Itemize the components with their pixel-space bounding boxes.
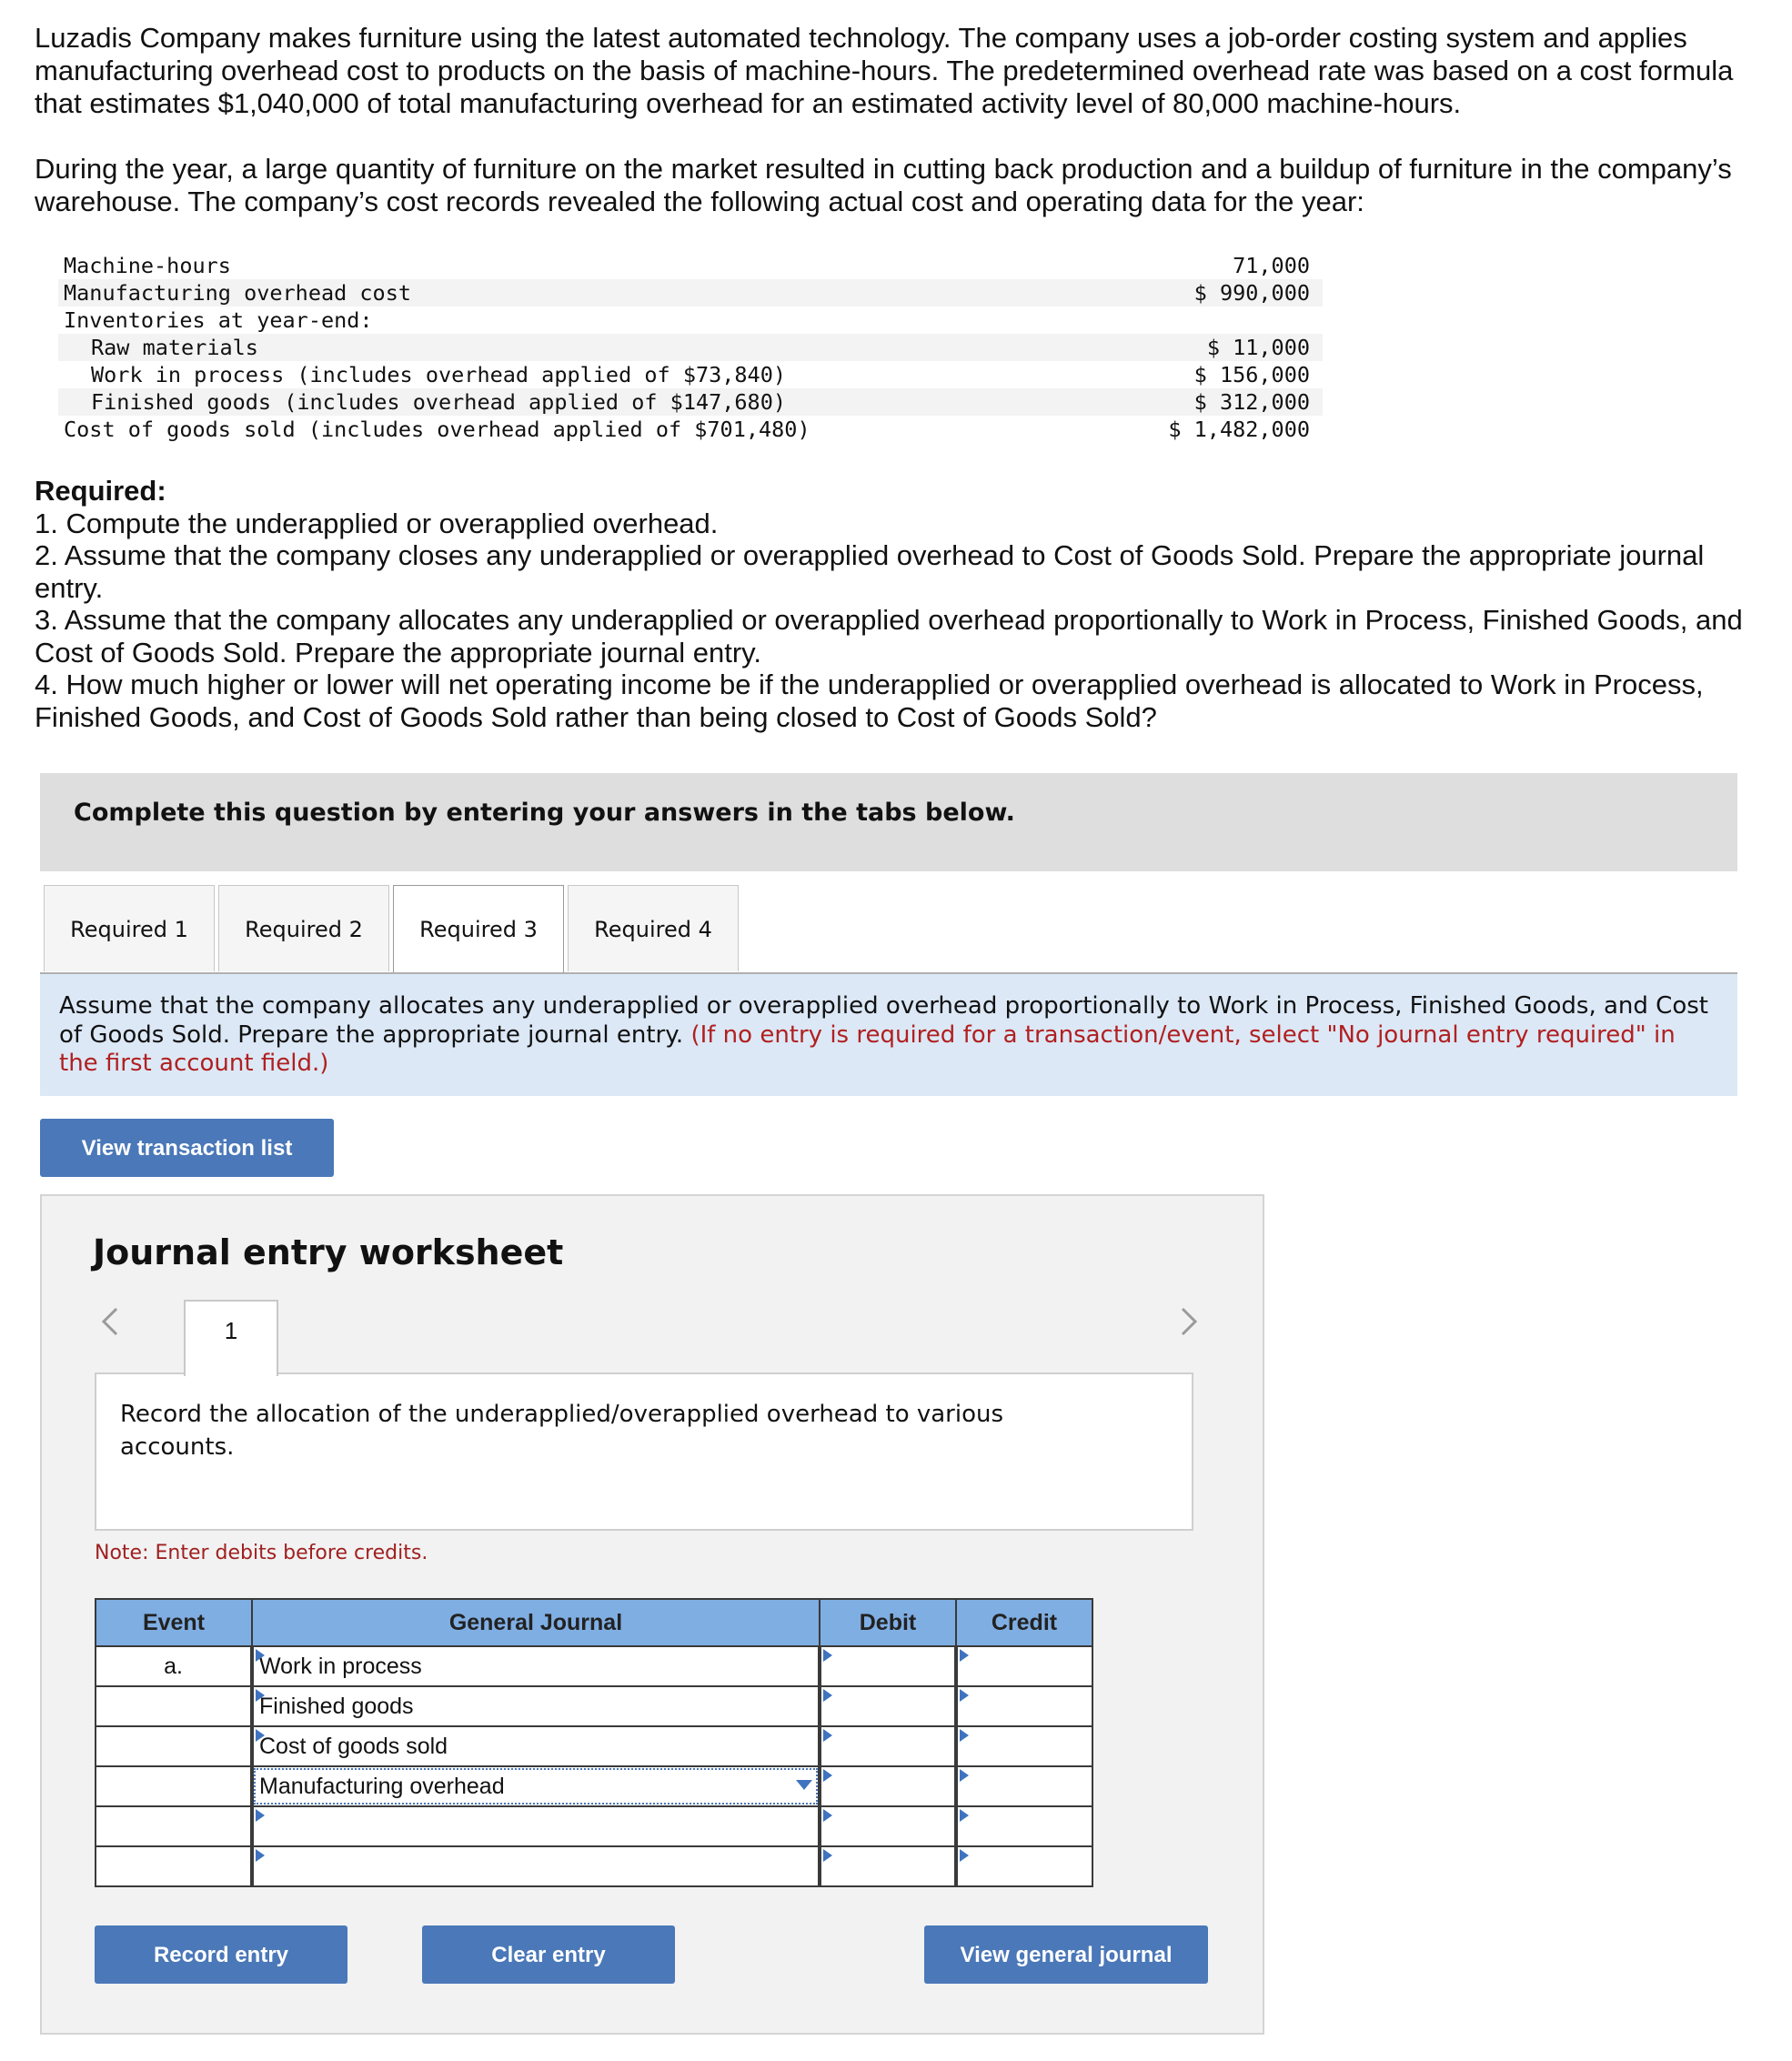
column-header-debit: Debit xyxy=(820,1599,956,1646)
required-section xyxy=(35,475,1763,733)
dropdown-marker-icon xyxy=(256,1809,265,1822)
required-item: 3. Assume that the company allocates any underapplied or overapplied overhead proportionally to Work in Process, Finished Goods, and Cost of Goods Sold. Prepare the appropriate journal entry. xyxy=(35,604,1743,669)
input-marker-icon xyxy=(823,1729,832,1742)
input-marker-icon xyxy=(823,1689,832,1702)
dropdown-arrow-icon[interactable] xyxy=(796,1780,812,1790)
tab-required-3[interactable]: Required 3 xyxy=(393,885,564,973)
account-field[interactable] xyxy=(252,1806,820,1846)
instruction-bar xyxy=(40,773,1737,871)
column-header-general-journal: General Journal xyxy=(252,1599,820,1646)
tab-required-1[interactable]: Required 1 xyxy=(44,885,215,971)
account-field[interactable]: Work in process xyxy=(252,1646,820,1686)
credit-input[interactable] xyxy=(956,1766,1092,1806)
event-cell xyxy=(96,1766,252,1806)
general-journal-table xyxy=(95,1598,1093,1887)
dropdown-marker-icon xyxy=(256,1849,265,1862)
input-marker-icon xyxy=(960,1729,969,1742)
instruction-hint: (If no entry is required for a transaction/event, select "No journal entry required" in the first account field.) xyxy=(59,1020,1676,1077)
instruction-panel xyxy=(40,974,1737,1096)
input-marker-icon xyxy=(960,1689,969,1702)
chevron-right-icon[interactable] xyxy=(1170,1303,1206,1340)
instruction-main-text: Assume that the company allocates any underapplied or overapplied overhead proportionally to Work in Process, Finished Goods, and Cost of Goods Sold. Prepare the appropriate journal entry. xyxy=(59,992,1708,1049)
clear-entry-button[interactable]: Clear entry xyxy=(422,1925,675,1984)
required-item: 2. Assume that the company closes any underapplied or overapplied overhead to Cost of Goods Sold. Prepare the appropriate journal entry. xyxy=(35,539,1705,604)
input-marker-icon xyxy=(960,1769,969,1782)
view-general-journal-button[interactable]: View general journal xyxy=(924,1925,1208,1984)
account-field[interactable]: Cost of goods sold xyxy=(252,1726,820,1766)
dropdown-marker-icon xyxy=(256,1729,265,1742)
account-field[interactable]: Finished goods xyxy=(252,1686,820,1726)
debit-input[interactable] xyxy=(820,1646,956,1686)
journal-row xyxy=(96,1766,1092,1806)
column-header-event: Event xyxy=(96,1599,252,1646)
debit-input[interactable] xyxy=(820,1766,956,1806)
worksheet-title: Journal entry worksheet xyxy=(93,1232,564,1272)
instruction-text: Complete this question by entering your answers in the tabs below. xyxy=(74,799,1015,827)
entry-note: Note: Enter debits before credits. xyxy=(95,1542,428,1564)
data-row: Work in process (includes overhead applied of $73,840) $ 156,000 xyxy=(91,362,1310,387)
input-marker-icon xyxy=(823,1769,832,1782)
journal-row xyxy=(96,1726,1092,1766)
chevron-left-icon[interactable] xyxy=(93,1303,129,1340)
view-transaction-list-button[interactable]: View transaction list xyxy=(40,1119,334,1177)
event-cell xyxy=(96,1686,252,1726)
credit-input[interactable] xyxy=(956,1646,1092,1686)
input-marker-icon xyxy=(960,1649,969,1662)
input-marker-icon xyxy=(823,1649,832,1662)
debit-input[interactable] xyxy=(820,1686,956,1726)
credit-input[interactable] xyxy=(956,1686,1092,1726)
input-marker-icon xyxy=(823,1849,832,1862)
record-entry-button[interactable]: Record entry xyxy=(95,1925,347,1984)
event-cell xyxy=(96,1846,252,1886)
column-header-credit: Credit xyxy=(956,1599,1092,1646)
event-cell: a. xyxy=(96,1646,252,1686)
dropdown-marker-icon xyxy=(256,1689,265,1702)
input-marker-icon xyxy=(960,1809,969,1822)
account-field[interactable] xyxy=(252,1846,820,1886)
input-marker-icon xyxy=(960,1849,969,1862)
debit-input[interactable] xyxy=(820,1846,956,1886)
data-row: Finished goods (includes overhead applied of $147,680) $ 312,000 xyxy=(58,388,1323,416)
credit-input[interactable] xyxy=(956,1726,1092,1766)
tab-required-2[interactable]: Required 2 xyxy=(218,885,389,971)
journal-entry-worksheet xyxy=(40,1194,1264,2035)
cost-data-table xyxy=(58,252,1323,443)
input-marker-icon xyxy=(823,1809,832,1822)
debit-input[interactable] xyxy=(820,1806,956,1846)
entry-description-box xyxy=(95,1372,1193,1531)
data-row: Manufacturing overhead cost $ 990,000 xyxy=(58,279,1323,307)
credit-input[interactable] xyxy=(956,1846,1092,1886)
dropdown-marker-icon xyxy=(256,1649,265,1662)
journal-row xyxy=(96,1846,1092,1886)
credit-input[interactable] xyxy=(956,1806,1092,1846)
tab-required-4[interactable]: Required 4 xyxy=(568,885,739,971)
instruction-paragraph xyxy=(59,992,1715,1079)
problem-context: During the year, a large quantity of furniture on the market resulted in cutting back production and a buildup of furniture in the company’s warehouse. The company’s cost records revealed the following actual cost and operating data for the year: xyxy=(35,153,1732,217)
journal-row xyxy=(96,1686,1092,1726)
data-row: Inventories at year-end: xyxy=(64,307,373,333)
required-item: 1. Compute the underapplied or overapplied overhead. xyxy=(35,507,719,539)
data-row: Machine-hours 71,000 xyxy=(64,253,1310,278)
entry-description: Record the allocation of the underapplied/overapplied overhead to various accounts. xyxy=(120,1401,1004,1461)
required-item: 4. How much higher or lower will net operating income be if the underapplied or overapplied overhead is allocated to Work in Process, Finished Goods, and Cost of Goods Sold rather than being closed to Cost of Goods Sold? xyxy=(35,669,1704,733)
journal-row xyxy=(96,1806,1092,1846)
data-row: Cost of goods sold (includes overhead applied of $701,480) $ 1,482,000 xyxy=(64,417,1310,442)
account-select[interactable]: Manufacturing overhead xyxy=(252,1766,820,1806)
data-row: Raw materials $ 11,000 xyxy=(58,334,1323,361)
problem-intro: Luzadis Company makes furniture using the latest automated technology. The company uses a job-order costing system and applies manufacturing overhead cost to products on the basis of machine-hours. The predetermined overhead rate was based on a cost formula that estimates $1,040,000 of total manufacturing overhead for an estimated activity level of 80,000 machine-hours. xyxy=(35,22,1734,119)
event-cell xyxy=(96,1726,252,1766)
required-heading: Required: xyxy=(35,475,166,507)
event-cell xyxy=(96,1806,252,1846)
worksheet-page-tab[interactable]: 1 xyxy=(184,1300,278,1376)
debit-input[interactable] xyxy=(820,1726,956,1766)
journal-row xyxy=(96,1646,1092,1686)
